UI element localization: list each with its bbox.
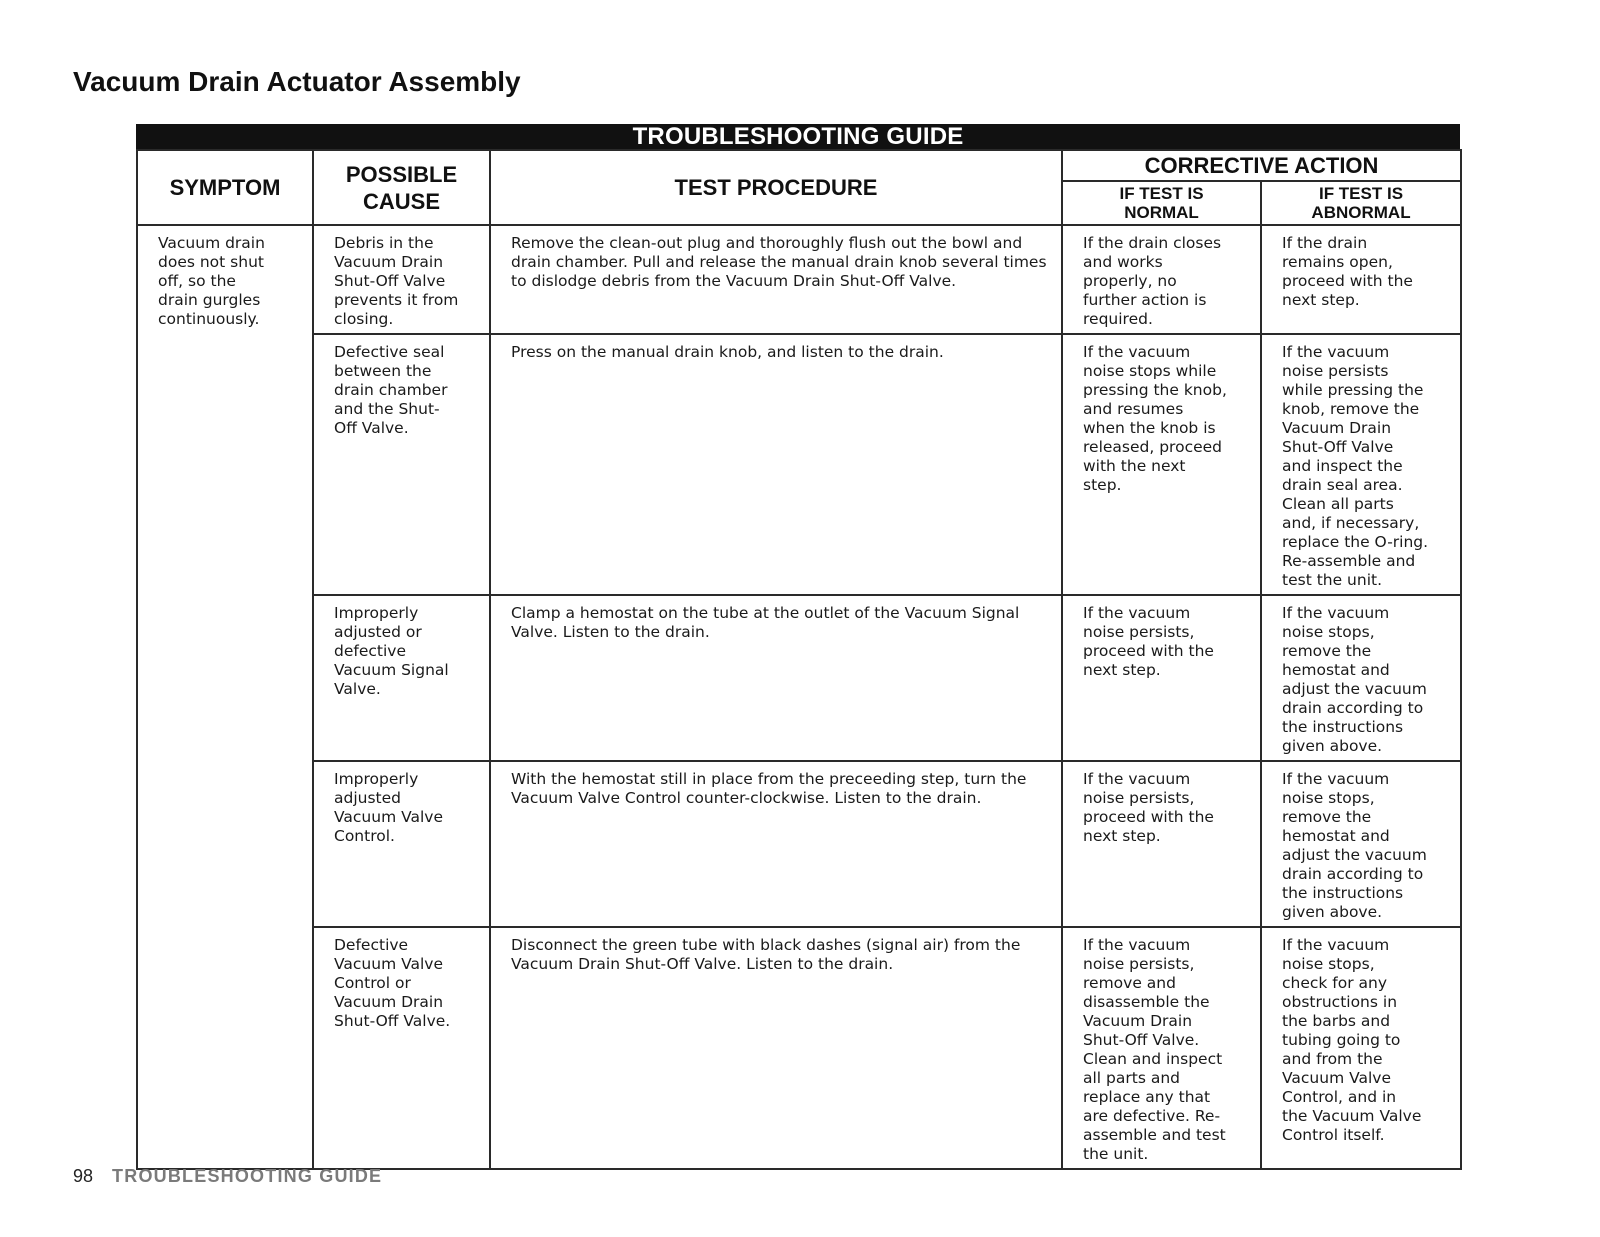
procedure-cell [490,761,1062,927]
troubleshooting-table [136,149,1462,1170]
page-number: 98 [73,1166,94,1186]
procedure-text: Disconnect the green tube with black dashes (signal air) from the Vacuum Drain Shut-Off Valve. Listen to the drain. [511,936,1021,973]
procedure-cell [490,927,1062,1169]
abnormal-action-cell [1261,761,1461,927]
abnormal-action-cell [1261,334,1461,595]
header-symptom [137,150,313,225]
footer-section-title: TROUBLESHOOTING GUIDE [112,1166,383,1186]
header-possible-cause-label: POSSIBLE CAUSE [345,161,458,214]
cause-cell [313,927,490,1169]
normal-action-text: If the vacuum noise persists, proceed with the next step. [1083,604,1214,679]
cause-cell [313,225,490,334]
abnormal-action-cell [1261,927,1461,1169]
normal-action-cell [1062,595,1261,761]
cause-text: Defective seal between the drain chamber and the Shut- Off Valve. [334,343,448,437]
abnormal-action-cell [1261,595,1461,761]
cause-cell [313,334,490,595]
normal-action-text: If the vacuum noise persists, remove and disassemble the Vacuum Drain Shut-Off Valve. Clean and inspect all parts and replace any that are defective. Re- assemble and test the unit. [1083,936,1226,1163]
cause-cell [313,595,490,761]
normal-action-text: If the vacuum noise stops while pressing the knob, and resumes when the knob is released, proceed with the next step. [1083,343,1227,494]
cause-text: Improperly adjusted Vacuum Valve Control. [334,770,444,845]
header-if-abnormal-label: IF TEST IS ABNORMAL [1311,184,1411,222]
procedure-cell [490,334,1062,595]
procedure-text: Clamp a hemostat on the tube at the outlet of the Vacuum Signal Valve. Listen to the drain. [511,604,1020,641]
symptom-cell [137,225,313,1169]
header-corrective-action [1062,150,1461,181]
normal-action-text: If the drain closes and works properly, no further action is required. [1083,234,1222,328]
abnormal-action-text: If the vacuum noise persists while pressing the knob, remove the Vacuum Drain Shut-Off Valve and inspect the drain seal area. Clean all parts and, if necessary, replace the O-ring. Re-assemble and test the unit. [1282,343,1429,589]
procedure-text: Remove the clean-out plug and thoroughly flush out the bowl and drain chamber. Pull and release the manual drain knob several times to dislodge debris from the Vacuum Drain Shut-Off Valve. [511,234,1047,290]
table-row [137,927,1461,1169]
header-symptom-label: SYMPTOM [169,175,281,200]
header-corrective-action-label: CORRECTIVE ACTION [1144,153,1379,178]
procedure-text: Press on the manual drain knob, and listen to the drain. [511,343,944,361]
header-test-procedure-label: TEST PROCEDURE [674,175,878,200]
table-row [137,761,1461,927]
header-if-normal-label: IF TEST IS NORMAL [1119,184,1204,222]
cause-text: Improperly adjusted or defective Vacuum Signal Valve. [334,604,449,698]
troubleshooting-guide [136,123,1460,1163]
symptom-text: Vacuum drain does not shut off, so the drain gurgles continuously. [158,234,265,328]
normal-action-cell [1062,225,1261,334]
procedure-cell [490,595,1062,761]
procedure-cell [490,225,1062,334]
guide-banner: TROUBLESHOOTING GUIDE [136,124,1460,149]
page-footer [73,1166,382,1187]
header-possible-cause [313,150,490,225]
page-title: Vacuum Drain Actuator Assembly [73,66,521,97]
header-if-abnormal [1261,181,1461,225]
normal-action-text: If the vacuum noise persists, proceed with the next step. [1083,770,1214,845]
abnormal-action-text: If the vacuum noise stops, remove the hemostat and adjust the vacuum drain according to the instructions given above. [1282,604,1427,755]
table-row [137,595,1461,761]
procedure-text: With the hemostat still in place from the preceeding step, turn the Vacuum Valve Control counter-clockwise. Listen to the drain. [511,770,1027,807]
abnormal-action-cell [1261,225,1461,334]
header-test-procedure [490,150,1062,225]
cause-cell [313,761,490,927]
cause-text: Debris in the Vacuum Drain Shut-Off Valve prevents it from closing. [334,234,459,328]
abnormal-action-text: If the vacuum noise stops, remove the hemostat and adjust the vacuum drain according to the instructions given above. [1282,770,1427,921]
normal-action-cell [1062,927,1261,1169]
normal-action-cell [1062,334,1261,595]
cause-text: Defective Vacuum Valve Control or Vacuum Drain Shut-Off Valve. [334,936,451,1030]
abnormal-action-text: If the drain remains open, proceed with the next step. [1282,234,1413,309]
table-row [137,225,1461,334]
normal-action-cell [1062,761,1261,927]
table-row [137,334,1461,595]
abnormal-action-text: If the vacuum noise stops, check for any obstructions in the barbs and tubing going to and from the Vacuum Valve Control, and in the Vacuum Valve Control itself. [1282,936,1422,1144]
header-if-normal [1062,181,1261,225]
